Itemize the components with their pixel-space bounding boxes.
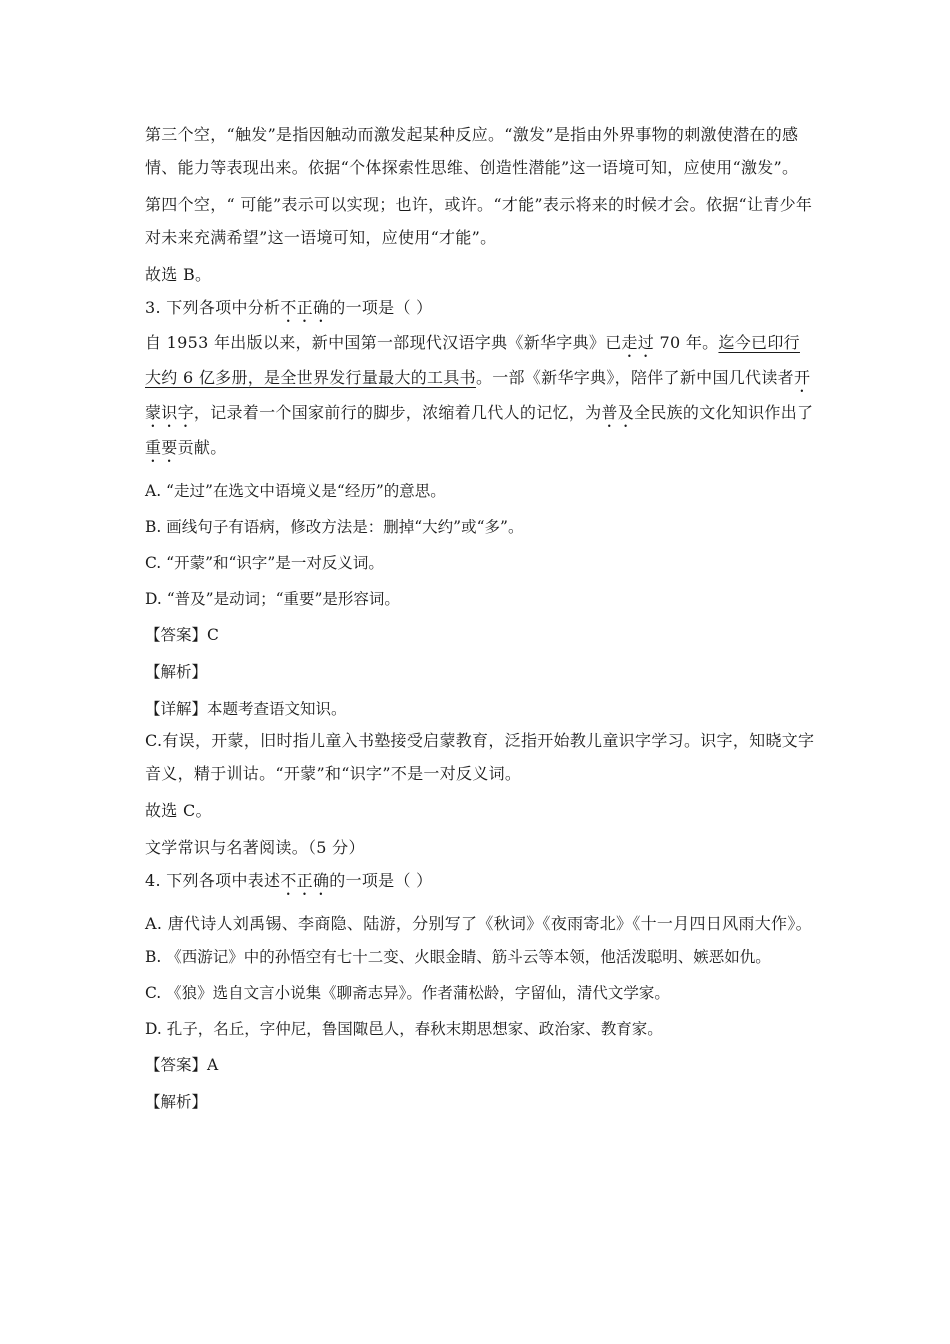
conclusion-q2: 故选 B。 (145, 265, 212, 284)
q3-option-a: A. “走过”在选文中语境义是“经历”的意思。 (145, 482, 446, 500)
passage-emphasis-zouguo: 走过 (621, 333, 655, 352)
q4-analysis-label: 【解析】 (145, 1093, 208, 1111)
q3-option-c: C. “开蒙”和“识字”是一对反义词。 (145, 554, 384, 572)
q4-option-a: A. 唐代诗人刘禹锡、李商隐、陆游，分别写了《秋词》《夜雨寄北》《十一月四日风雨大作》。 (145, 914, 812, 933)
passage-text: 自 1953 年出版以来，新中国第一部现代汉语字典《新华字典》已 (145, 333, 622, 352)
question-3-stem (145, 291, 815, 326)
q3-stem-post: 的一项是（ ） (329, 298, 433, 317)
passage-emphasis-puji: 普及 (601, 403, 635, 422)
section-heading: 文学常识与名著阅读。（5 分） (145, 838, 365, 857)
q3-conclusion: 故选 C。 (145, 801, 212, 820)
passage-text: 贡献。 (177, 438, 227, 457)
question-3-passage (145, 326, 815, 466)
q4-option-c: C. 《狼》选自文言小说集《聊斋志异》。作者蒲松龄，字留仙，清代文学家。 (145, 984, 670, 1002)
q3-option-d: D. “普及”是动词；“重要”是形容词。 (145, 590, 400, 608)
q4-stem-pre: 4. 下列各项中表述 (145, 871, 281, 890)
explanation-blank-3: 第三个空，“触发”是指因触动而激发起某种反应。“激发”是指由外界事物的刺激使潜在的感情、能力等表现出来。依据“个体探索性思维、创造性潜能”这一语境可知，应使用“激发”。 (145, 125, 799, 177)
passage-underlined-sentence: 迄今已印行大约 6 亿多册，是全世界发行量最大的工具书 (145, 333, 800, 387)
q4-answer: 【答案】A (145, 1056, 219, 1074)
q4-stem-post: 的一项是（ ） (329, 871, 433, 890)
passage-text: ，记录着一个国家前行的脚步，浓缩着几代人的记忆，为 (193, 403, 602, 422)
q3-explanation: C.有误，开蒙，旧时指儿童入书塾接受启蒙教育，泛指开始教儿童识字学习。识字，知晓文字音义，精于训诂。“开蒙”和“识字”不是一对反义词。 (145, 731, 815, 783)
q3-detail: 【详解】本题考查语文知识。 (145, 700, 347, 718)
passage-text: 全民族的文化知识作出了 (634, 403, 814, 422)
passage-emphasis-kaimeng: 开蒙识字 (145, 368, 811, 422)
q3-stem-pre: 3. 下列各项中分析 (145, 298, 281, 317)
q3-option-b: B. 画线句子有语病，修改方法是：删掉“大约”或“多”。 (145, 518, 524, 536)
q3-stem-emphasis: 不正确 (280, 298, 330, 317)
q3-analysis-label: 【解析】 (145, 663, 208, 681)
passage-emphasis-zhongyao: 重要 (145, 438, 178, 457)
q4-stem-emphasis: 不正确 (280, 871, 330, 890)
question-4-stem (145, 864, 815, 899)
q3-answer: 【答案】C (145, 626, 219, 644)
explanation-blank-4: 第四个空，“ 可能”表示可以实现；也许，或许。“才能”表示将来的时候才会。依据“让青少年对未来充满希望”这一语境可知，应使用“才能”。 (145, 195, 813, 247)
passage-text: 。一部《新华字典》，陪伴了新中国几代读者 (475, 368, 794, 387)
q4-option-b: B. 《西游记》中的孙悟空有七十二变、火眼金睛、筋斗云等本领，他活泼聪明、嫉恶如仇。 (145, 948, 771, 966)
q4-option-d: D. 孔子，名丘，字仲尼，鲁国陬邑人，春秋末期思想家、政治家、教育家。 (145, 1020, 663, 1038)
document-page (145, 118, 815, 1128)
passage-text: 70 年。 (654, 333, 719, 352)
